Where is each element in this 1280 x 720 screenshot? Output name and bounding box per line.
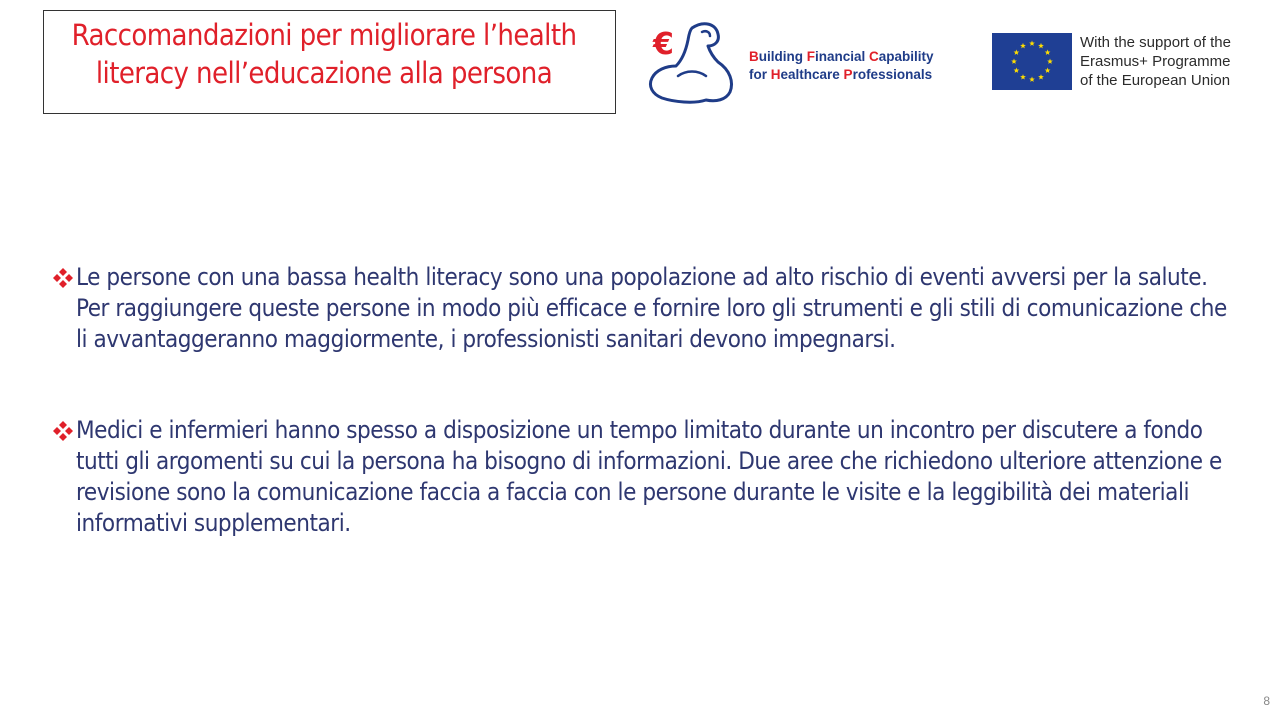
eu-text-line: Erasmus+ Programme [1080, 53, 1231, 70]
title-box [43, 10, 616, 114]
eu-text-line: With the support of the [1080, 34, 1231, 51]
slide-title: Raccomandazioni per migliorare l’health literacy nell’educazione alla persona [71, 18, 577, 90]
euro-symbol: € [653, 27, 674, 62]
eu-flag-icon [992, 33, 1072, 90]
bullet-list [52, 262, 1242, 539]
logo-line-1: Building Financial Capability [749, 49, 934, 64]
diamond-bullet-icon [52, 267, 74, 289]
bullet-item [52, 262, 1242, 355]
eu-support-text [1080, 33, 1280, 90]
bullet-text: Le persone con una bassa health literacy sono una popolazione ad alto rischio di eventi avversi per la salute. Per raggiungere queste persone in modo più efficace e fornire loro gli strumenti e gli stili di comunicazione che li avvantaggeranno maggiormente, i professionisti sanitari devono impegnarsi. [76, 263, 1227, 353]
page-number: 8 [1263, 694, 1270, 708]
project-logo [644, 20, 954, 104]
logo-line-2: for Healthcare Professionals [749, 67, 933, 82]
diamond-bullet-icon [52, 420, 74, 442]
eu-text-line: of the European Union [1080, 72, 1231, 89]
logo-wordmark [749, 48, 959, 84]
bullet-item [52, 415, 1242, 539]
flexed-arm-euro-icon [644, 20, 744, 104]
bullet-text: Medici e infermieri hanno spesso a disposizione un tempo limitato durante un incontro per discutere a fondo tutti gli argomenti su cui la persona ha bisogno di informazioni. Due aree che richiedono ulteriore attenzione e revisione sono la comunicazione faccia a faccia con le persone durante le visite e la leggibilità dei materiali informativi supplementari. [76, 416, 1222, 537]
